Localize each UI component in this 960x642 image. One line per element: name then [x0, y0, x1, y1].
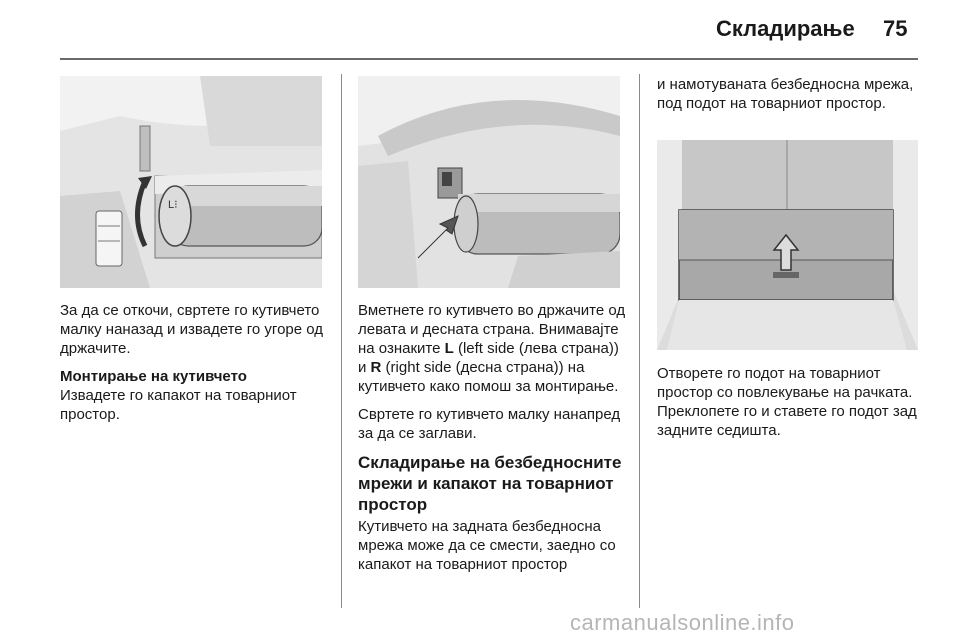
- right-column-text-top: [657, 75, 925, 122]
- right-paragraph-2: Отворете го подот на товарниот простор со повлекување на рачката. Преклопете го и ставете го подот зад задните седишта.: [657, 365, 917, 439]
- page-title: Складирање: [716, 16, 855, 41]
- left-subheading: Монтирање на кутивчето: [60, 368, 247, 385]
- middle-column-text: [358, 301, 628, 583]
- figure-cassette-insertion: [358, 76, 620, 288]
- header-rule: [60, 58, 918, 60]
- figure-cassette-removal: [60, 76, 322, 288]
- left-paragraph-1: За да се откочи, свртете го кутивчето малку наназад и извадете го угоре од држачите.: [60, 302, 324, 357]
- page-number: 75: [883, 16, 908, 41]
- middle-paragraph-1: [358, 301, 628, 396]
- middle-p1-part-a: Вметнете го кутивчето во држачите од левата и десната страна. Внимавајте на ознаките: [358, 302, 626, 357]
- label-L: L: [444, 340, 454, 357]
- label-R: R: [370, 359, 382, 376]
- middle-p1-part-b: (left side (лева страна)) и: [358, 340, 619, 376]
- left-paragraph-2: Извадете го капакот на товарниот простор.: [60, 387, 297, 423]
- footer-watermark: carmanualsonline.info: [570, 610, 795, 635]
- middle-paragraph-3: Кутивчето на задната безбедносна мрежа може да се смести, заедно со капакот на товарниот простор: [358, 518, 616, 573]
- middle-p1-part-c: (right side (десна страна)) на кутивчето како помош за монтирање.: [358, 359, 619, 395]
- column-divider-1: [341, 74, 342, 608]
- section-heading: Складирање на безбедносните мрежи и капакот на товарниот простор: [358, 453, 622, 514]
- left-column-text: [60, 301, 328, 433]
- svg-text:L⁝: L⁝: [168, 199, 178, 211]
- figure-cargo-floor: [657, 140, 918, 350]
- right-column-text-bottom: [657, 364, 925, 449]
- right-paragraph-1: и намотуваната безбедносна мрежа, под подот на товарниот простор.: [657, 76, 914, 112]
- middle-paragraph-2: Свртете го кутивчето малку нанапред за да се заглави.: [358, 406, 621, 442]
- column-divider-2: [639, 74, 640, 608]
